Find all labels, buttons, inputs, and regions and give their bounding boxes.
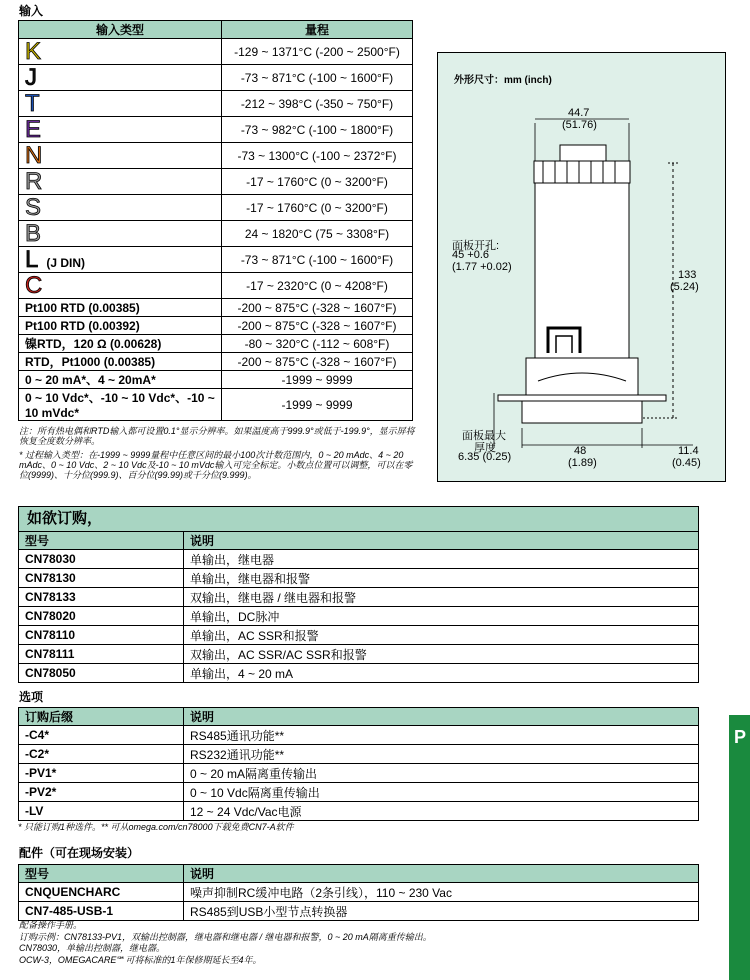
option-suffix-cell: -PV2* <box>19 783 184 802</box>
order-model-row <box>19 588 699 607</box>
bottom-width-value: 48 <box>574 445 587 457</box>
accessories-desc-header: 说明 <box>184 865 699 883</box>
option-desc-cell: RS485通讯功能** <box>184 726 699 745</box>
option-suffix-cell: -C2* <box>19 745 184 764</box>
height-value: 133 <box>678 269 697 281</box>
order-model-row <box>19 607 699 626</box>
input-range-cell: -200 ~ 875°C (-328 ~ 1607°F) <box>222 299 413 317</box>
order-model-cell: CN78130 <box>19 569 184 588</box>
input-table <box>18 20 413 421</box>
input-row <box>19 317 413 335</box>
input-row <box>19 195 413 221</box>
input-row <box>19 117 413 143</box>
input-row <box>19 371 413 389</box>
accessories-model-header: 型号 <box>19 865 184 883</box>
input-type-cell <box>19 169 222 195</box>
input-type-cell <box>19 221 222 247</box>
section-tab-letter: P <box>734 727 747 747</box>
option-suffix-row <box>19 745 699 764</box>
accessory-model-cell: CN7-485-USB-1 <box>19 902 184 921</box>
option-suffix-cell: -PV1* <box>19 764 184 783</box>
input-row <box>19 221 413 247</box>
input-type-cell <box>19 143 222 169</box>
options-suffix-header: 订购后缀 <box>19 708 184 726</box>
option-suffix-cell: -LV <box>19 802 184 821</box>
height-inch: (5.24) <box>670 281 699 293</box>
dimension-title: 外形尺寸：mm (inch) <box>454 75 552 86</box>
footer-line-3: CN78030，单输出控制器，继电器。 <box>19 943 166 953</box>
order-desc-cell: 双输出，继电器 / 继电器和报警 <box>184 588 699 607</box>
input-row <box>19 273 413 299</box>
input-row <box>19 353 413 371</box>
input-type-cell: RTD，Pt1000 (0.00385) <box>19 353 222 371</box>
input-row <box>19 65 413 91</box>
options-section <box>18 707 699 832</box>
input-range-cell: -17 ~ 1760°C (0 ~ 3200°F) <box>222 195 413 221</box>
order-model-cell: CN78133 <box>19 588 184 607</box>
option-desc-cell: 0 ~ 10 Vdc隔离重传输出 <box>184 783 699 802</box>
dimension-diagram <box>437 52 726 482</box>
input-range-cell: -73 ~ 982°C (-100 ~ 1800°F) <box>222 117 413 143</box>
order-desc-cell: 单输出，4 ~ 20 mA <box>184 664 699 683</box>
top-width-value: 44.7 <box>568 107 590 119</box>
input-range-cell: -200 ~ 875°C (-328 ~ 1607°F) <box>222 317 413 335</box>
input-type-cell <box>19 273 222 299</box>
thermocouple-letter: B <box>25 219 42 247</box>
thermocouple-letter: C <box>25 271 43 299</box>
input-row <box>19 335 413 353</box>
input-type-cell: Pt100 RTD (0.00392) <box>19 317 222 335</box>
input-type-cell <box>19 65 222 91</box>
order-desc-cell: 单输出，继电器 <box>184 550 699 569</box>
order-model-header: 型号 <box>19 532 184 550</box>
input-type-cell: 镍RTD，120 Ω (0.00628) <box>19 335 222 353</box>
thickness-value: 6.35 (0.25) <box>458 451 512 463</box>
order-desc-cell: 单输出，DC脉冲 <box>184 607 699 626</box>
order-model-row <box>19 645 699 664</box>
footer-notes <box>19 920 719 966</box>
options-title: 选项 <box>19 690 44 704</box>
input-type-cell <box>19 117 222 143</box>
input-note-1: 注：所有热电偶和RTD输入都可设置0.1°显示分辨率。如果温度高于999.9°或低于-199.9°，显示屏将恢复全度数分辨率。 <box>19 426 415 446</box>
input-range-cell: -129 ~ 1371°C (-200 ~ 2500°F) <box>222 39 413 65</box>
accessory-model-cell: CNQUENCHARC <box>19 883 184 902</box>
input-range-cell: -200 ~ 875°C (-328 ~ 1607°F) <box>222 353 413 371</box>
bottom-width-inch: (1.89) <box>568 457 597 469</box>
footer-line-2: 订购示例：CN78133-PV1，双输出控制器，继电器和继电器 / 继电器和报警，0 ~ 20 mA隔离重传输出。 <box>19 931 432 942</box>
input-row <box>19 143 413 169</box>
thermocouple-letter: E <box>25 115 42 143</box>
accessory-desc-cell: 噪声抑制RC缓冲电路（2条引线），110 ~ 230 Vac <box>184 883 699 902</box>
depth-inch: (0.45) <box>672 457 701 469</box>
input-row <box>19 389 413 421</box>
top-width-inch: (51.76) <box>562 119 597 131</box>
order-desc-cell: 双输出，AC SSR/AC SSR和报警 <box>184 645 699 664</box>
input-type-cell: Pt100 RTD (0.00385) <box>19 299 222 317</box>
order-model-row <box>19 569 699 588</box>
input-row <box>19 91 413 117</box>
accessory-model-row <box>19 902 699 921</box>
cutout-label: 面板开孔: <box>452 240 500 252</box>
input-range-cell: -17 ~ 2320°C (0 ~ 4208°F) <box>222 273 413 299</box>
option-suffix-row <box>19 783 699 802</box>
thermocouple-letter: K <box>25 37 42 65</box>
order-model-cell: CN78030 <box>19 550 184 569</box>
option-suffix-row <box>19 764 699 783</box>
input-range-cell: -73 ~ 1300°C (-100 ~ 2372°F) <box>222 143 413 169</box>
order-model-row <box>19 550 699 569</box>
thermocouple-letter: T <box>25 89 40 117</box>
order-desc-cell: 单输出，AC SSR和报警 <box>184 626 699 645</box>
order-model-cell: CN78110 <box>19 626 184 645</box>
input-row <box>19 299 413 317</box>
input-type-cell <box>19 195 222 221</box>
option-suffix-row <box>19 726 699 745</box>
order-desc-header: 说明 <box>184 532 699 550</box>
order-model-cell: CN78050 <box>19 664 184 683</box>
input-range-cell: -73 ~ 871°C (-100 ~ 1600°F) <box>222 65 413 91</box>
thermocouple-letter: L <box>25 245 39 273</box>
option-desc-cell: 12 ~ 24 Vdc/Vac电源 <box>184 802 699 821</box>
input-type-header: 输入类型 <box>19 21 222 39</box>
option-desc-cell: 0 ~ 20 mA隔离重传输出 <box>184 764 699 783</box>
order-table <box>18 532 699 683</box>
accessory-desc-cell: RS485到USB小型节点转换器 <box>184 902 699 921</box>
input-type-cell <box>19 247 222 273</box>
thermocouple-suffix: (J DIN) <box>46 255 86 270</box>
input-range-cell: 24 ~ 1820°C (75 ~ 3308°F) <box>222 221 413 247</box>
order-title: 如欲订购， <box>18 506 699 532</box>
input-range-cell: -73 ~ 871°C (-100 ~ 1600°F) <box>222 247 413 273</box>
thermocouple-letter: N <box>25 141 43 169</box>
accessories-title: 配件（可在现场安装） <box>19 846 140 860</box>
thermocouple-letter: R <box>25 167 43 195</box>
input-row <box>19 169 413 195</box>
cutout-mm: 45 +0.6 <box>452 249 490 261</box>
input-type-cell <box>19 91 222 117</box>
accessory-model-row <box>19 883 699 902</box>
order-model-cell: CN78020 <box>19 607 184 626</box>
input-note-2: * 过程输入类型：在-1999 ~ 9999量程中任意区间的最小100次计数范围内，0 ~ 20 mAdc、4 ~ 20 mAdc、0 ~ 10 Vdc、2 ~ 10 Vdc及-10 ~ 10 mVdc输入可完全标定。小数点位置可以调整，可以在零位(9999)、十分位(999.9)、百分位(99.99)或千分位(9.999)。 <box>19 450 413 480</box>
order-section <box>18 506 699 683</box>
thickness-label-2: 厚度 <box>474 442 496 454</box>
accessories-section <box>18 864 699 921</box>
cutout-inch: (1.77 +0.02) <box>452 261 512 273</box>
footer-line-4: OCW-3，OMEGACARE℠可将标准的1年保修期延长至4年。 <box>19 954 262 965</box>
input-range-cell: -17 ~ 1760°C (0 ~ 3200°F) <box>222 169 413 195</box>
input-range-cell: -80 ~ 320°C (-112 ~ 608°F) <box>222 335 413 353</box>
input-section-title: 输入 <box>19 4 44 18</box>
input-range-cell: -1999 ~ 9999 <box>222 371 413 389</box>
input-range-cell: -212 ~ 398°C (-350 ~ 750°F) <box>222 91 413 117</box>
options-desc-header: 说明 <box>184 708 699 726</box>
footer-line-1: 配备操作手册。 <box>19 920 83 930</box>
options-note: * 只能订购1种选件。** 可从omega.com/cn78000下载免费CN7-A软件 <box>18 822 294 832</box>
input-range-cell: -1999 ~ 9999 <box>222 389 413 421</box>
accessories-table <box>18 864 699 921</box>
depth-value: 11.4 <box>678 445 699 457</box>
option-desc-cell: RS232通讯功能** <box>184 745 699 764</box>
thickness-label-1: 面板最大 <box>462 430 506 442</box>
input-type-cell: 0 ~ 20 mA*、4 ~ 20mA* <box>19 371 222 389</box>
input-type-cell: 0 ~ 10 Vdc*、-10 ~ 10 Vdc*、-10 ~ 10 mVdc* <box>19 389 222 421</box>
input-range-header: 量程 <box>222 21 413 39</box>
input-row <box>19 39 413 65</box>
order-model-row <box>19 664 699 683</box>
thermocouple-letter: S <box>25 193 42 221</box>
order-model-cell: CN78111 <box>19 645 184 664</box>
section-tab-p <box>729 715 750 980</box>
input-row <box>19 247 413 273</box>
thermocouple-letter: J <box>25 63 37 91</box>
option-suffix-row <box>19 802 699 821</box>
order-model-row <box>19 626 699 645</box>
option-suffix-cell: -C4* <box>19 726 184 745</box>
order-desc-cell: 单输出，继电器和报警 <box>184 569 699 588</box>
input-type-cell <box>19 39 222 65</box>
options-table <box>18 707 699 821</box>
